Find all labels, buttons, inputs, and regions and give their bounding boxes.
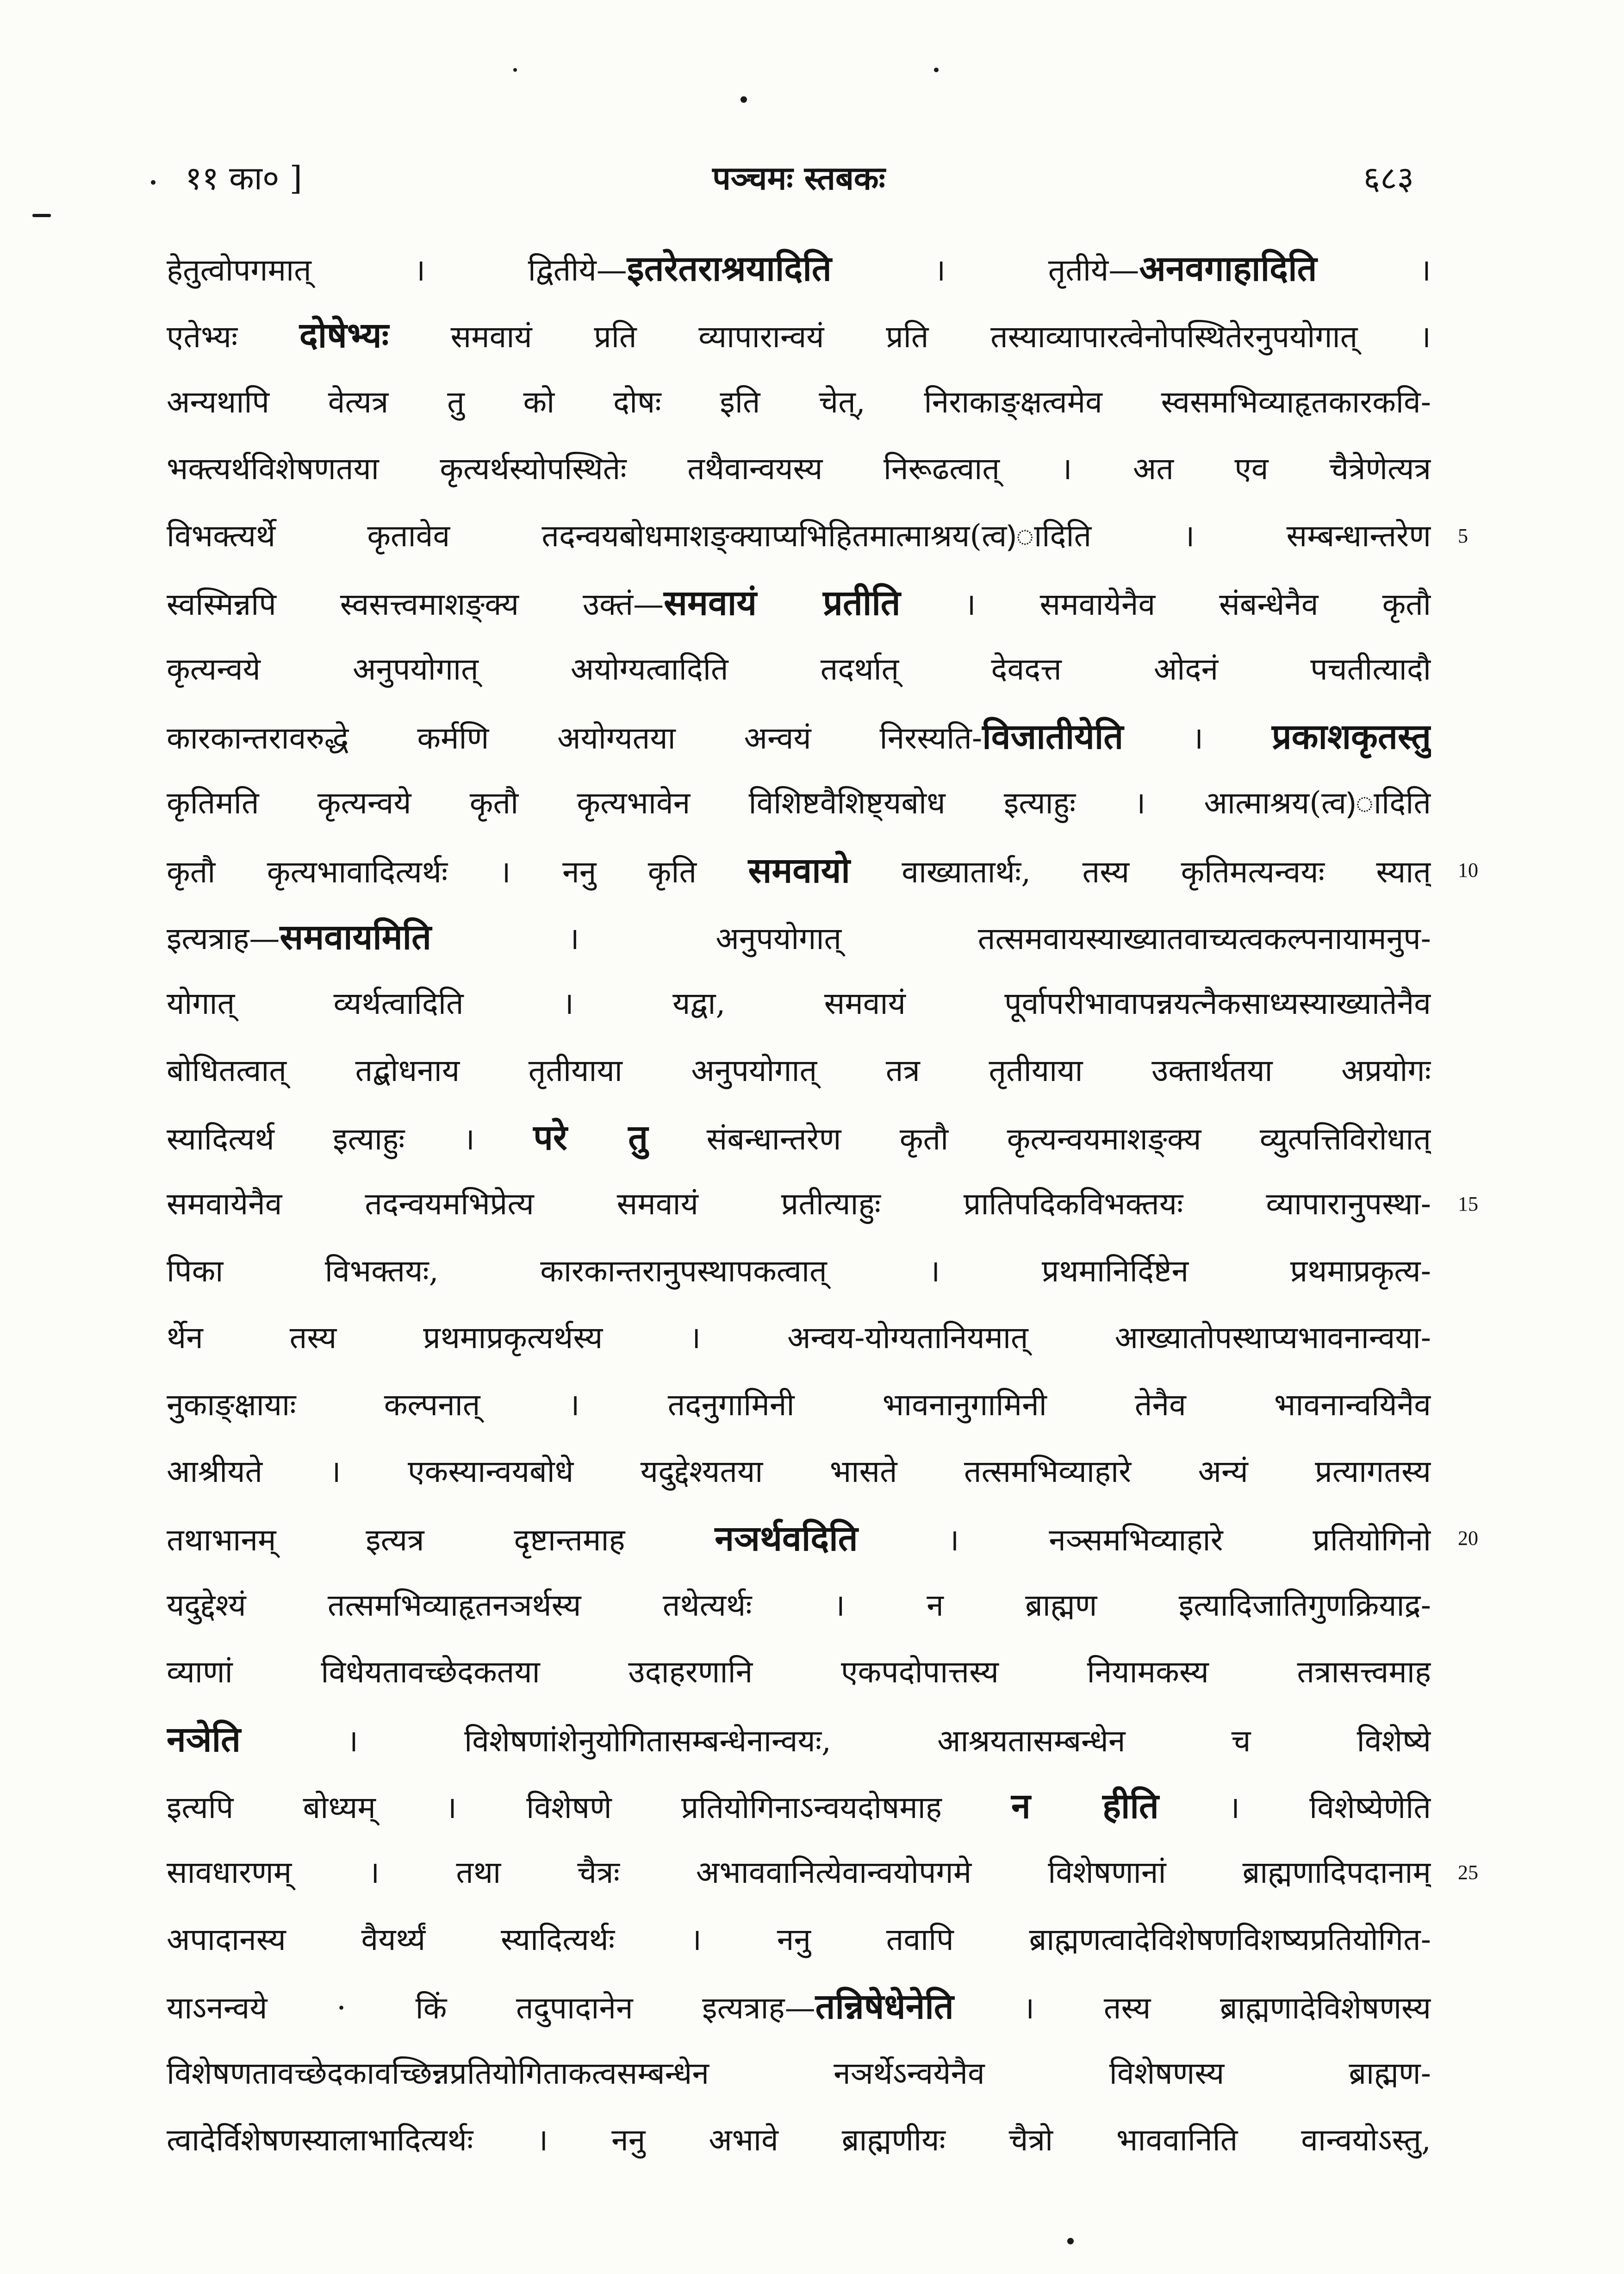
- line-number: 25: [1458, 1861, 1478, 1884]
- text-run: आश्रीयते । एकस्यान्वयबोधे यदुद्देश्यतया भासते तत्समभिव्याहारे अन्यं प्रत्यागतस्य: [167, 1454, 1431, 1490]
- text-line: [167, 235, 1431, 302]
- line-text: [167, 1973, 1431, 2040]
- text-run: कृत्यन्वये अनुपयोगात् अयोग्यत्वादिति तदर्थात् देवदत्त ओदनं पचतीत्यादौ: [167, 651, 1431, 687]
- line-text: [167, 904, 1431, 970]
- text-line: [167, 904, 1431, 970]
- text-run: अन्यथापि वेत्यत्र तु को दोषः इति चेत्, निराकाङ्क्षत्वमेव स्वसमभिव्याहृतकारकवि-: [167, 384, 1431, 420]
- text-line: [167, 302, 1431, 369]
- bold-term: दोषेभ्यः: [299, 314, 389, 356]
- scan-speck: [151, 180, 156, 185]
- text-line: [167, 703, 1431, 770]
- line-text: [167, 703, 1431, 770]
- text-run: ।: [1123, 720, 1272, 756]
- line-text: [167, 569, 1431, 636]
- chapter-title: पञ्चमः स्तबकः: [712, 159, 885, 197]
- line-number: 5: [1458, 524, 1468, 547]
- line-text: [167, 1305, 1431, 1371]
- bold-term: न हीति: [1011, 1785, 1159, 1826]
- line-text: [167, 235, 1431, 302]
- line-text: [167, 503, 1431, 569]
- line-number: 20: [1458, 1527, 1478, 1550]
- scan-speck: [740, 96, 747, 103]
- line-text: [167, 2107, 1431, 2174]
- bold-term: नञेति: [167, 1718, 241, 1760]
- text-run: पिका विभक्तयः, कारकान्तरानुपस्थापकत्वात् । प्रथमानिर्दिष्टेन प्रथमाप्रकृत्य-: [167, 1253, 1431, 1289]
- text-run: त्वादेर्विशेषणस्यालाभादित्यर्थः । ननु अभावे ब्राह्मणीयः चैत्रो भाववानिति वान्वयोऽस्तु,: [167, 2122, 1431, 2158]
- line-text: [167, 1104, 1431, 1171]
- text-run: सावधारणम् । तथा चैत्रः अभाववानित्येवान्वयोपगमे विशेषणानां ब्राह्मणादिपदानाम्: [167, 1855, 1431, 1891]
- scan-speck: [513, 68, 517, 72]
- text-run: नुकाङ्क्षायाः कल्पनात् । तदनुगामिनी भावनानुगामिनी तेनैव भावनान्वयिनैव: [167, 1387, 1431, 1423]
- text-run: । विशेषणांशेनुयोगितासम्बन्धेनान्वयः, आश्रयतासम्बन्धेन च विशेष्ये: [240, 1723, 1431, 1759]
- bold-term: समवायं प्रतीति: [664, 581, 901, 623]
- text-run: कारकान्तरावरुद्धे कर्मणि अयोग्यतया अन्वयं निरस्यति-: [167, 720, 983, 756]
- text-line: [167, 770, 1431, 837]
- text-line: [167, 1973, 1431, 2040]
- text-run: इत्यपि बोध्यम् । विशेषणे प्रतियोगिनाऽन्वयदोषमाह: [167, 1789, 1011, 1825]
- text-line: [167, 1305, 1431, 1371]
- text-line: [167, 569, 1431, 636]
- text-line: [167, 1238, 1431, 1305]
- bold-term: समवायो: [748, 849, 850, 891]
- text-run: ।: [1317, 252, 1431, 288]
- line-text: [167, 1572, 1431, 1639]
- text-line: [167, 2107, 1431, 2174]
- text-run: संबन्धान्तरेण कृतौ कृत्यन्वयमाशङ्क्य व्युत्पत्तिविरोधात्: [648, 1121, 1431, 1157]
- line-text: [167, 636, 1431, 703]
- line-text: [167, 1639, 1431, 1706]
- text-run: विशेषणतावच्छेदकावच्छिन्नप्रतियोगिताकत्वसम्बन्धेन नञर्थेऽन्वयेनैव विशेषणस्य ब्राह्मण-: [167, 2055, 1431, 2091]
- text-line: [167, 436, 1431, 502]
- bold-term: विजातीयेति: [982, 715, 1124, 757]
- text-line: [167, 636, 1431, 703]
- bold-term: समवायमिति: [280, 916, 432, 957]
- line-text: [167, 837, 1431, 904]
- text-line: [167, 1639, 1431, 1706]
- text-run: व्याणां विधेयतावच्छेदकतया उदाहरणानि एकपदोपात्तस्य नियामकस्य तत्रासत्त्वमाह: [167, 1654, 1431, 1690]
- text-run: अपादानस्य वैयर्थ्यं स्यादित्यर्थः । ननु तवापि ब्राह्मणत्वादेविशेषणविशष्यप्रतियोगित-: [167, 1921, 1431, 1957]
- text-run: कृतौ कृत्यभावादित्यर्थः । ननु कृति: [167, 854, 748, 890]
- text-run: समवायं प्रति व्यापारान्वयं प्रति तस्याव्यापारत्वेनोपस्थितेरनुपयोगात् ।: [388, 319, 1431, 355]
- scan-speck: [32, 214, 51, 217]
- line-text: [167, 970, 1431, 1037]
- line-text: [167, 1438, 1431, 1505]
- line-text: [167, 1238, 1431, 1305]
- scan-speck: [1067, 2238, 1074, 2244]
- line-text: [167, 770, 1431, 837]
- line-text: [167, 1773, 1431, 1839]
- text-run: । तृतीये—: [831, 252, 1139, 288]
- line-number: 15: [1458, 1193, 1478, 1216]
- text-run: यदुद्देश्यं तत्समभिव्याहृतनञर्थस्य तथेत्यर्थः । न ब्राह्मण इत्यादिजातिगुणक्रियाद्र-: [167, 1587, 1431, 1623]
- text-run: इत्यत्राह—: [167, 920, 280, 956]
- bold-term: नञर्थवदिति: [715, 1518, 858, 1559]
- line-text: [167, 1171, 1431, 1237]
- text-run: । विशेष्येणेति: [1158, 1789, 1431, 1825]
- text-run: । तस्य ब्राह्मणादेविशेषणस्य: [953, 1990, 1431, 2026]
- text-run: र्थेन तस्य प्रथमाप्रकृत्यर्थस्य । अन्वय-योग्यतानियमात् आख्यातोपस्थाप्यभावनान्वया-: [167, 1320, 1431, 1356]
- text-line: [167, 503, 1468, 569]
- text-line: [167, 1906, 1431, 1973]
- text-run: वाख्यातार्थः, तस्य कृतिमत्यन्वयः स्यात्: [850, 854, 1431, 890]
- text-run: कृतिमति कृत्यन्वये कृतौ कृत्यभावेन विशिष्टवैशिष्ट्यबोध इत्याहुः । आत्माश्रय(त्व)ादिति: [167, 785, 1431, 821]
- line-text: [167, 1372, 1431, 1438]
- line-text: [167, 1706, 1431, 1773]
- bold-term: प्रकाशकृतस्तु: [1271, 715, 1431, 757]
- text-line: [167, 1505, 1478, 1572]
- text-line: [167, 1037, 1431, 1104]
- text-run: समवायेनैव तदन्वयमभिप्रेत्य समवायं प्रतीत्याहुः प्रातिपदिकविभक्तयः व्यापारानुपस्था-: [167, 1186, 1431, 1222]
- line-text: [167, 436, 1431, 502]
- text-line: [167, 1572, 1431, 1639]
- text-run: स्वस्मिन्नपि स्वसत्त्वमाशङ्क्य उक्तं—: [167, 586, 664, 622]
- text-run: योगात् व्यर्थत्वादिति । यद्वा, समवायं पूर्वापरीभावापन्नयत्नैकसाध्यस्याख्यातेनैव: [167, 986, 1431, 1022]
- bold-term: इतरेतराश्रयादिति: [627, 248, 832, 289]
- page-body: [167, 235, 1478, 2174]
- text-line: [167, 1372, 1431, 1438]
- bold-term: परे तु: [533, 1117, 648, 1158]
- text-run: । समवायेनैव संबन्धेनैव कृतौ: [900, 586, 1431, 622]
- text-run: । नञ्समभिव्याहारे प्रतियोगिनो: [858, 1522, 1431, 1558]
- line-text: [167, 1505, 1431, 1572]
- section-reference: ११ का० ]: [185, 159, 302, 197]
- text-run: । अनुपयोगात् तत्समवायस्याख्यातवाच्यत्वकल्पनायामनुप-: [431, 920, 1431, 956]
- text-line: [167, 369, 1431, 436]
- text-line: [167, 1171, 1478, 1237]
- text-line: [167, 970, 1431, 1037]
- text-run: स्यादित्यर्थ इत्याहुः ।: [167, 1121, 534, 1157]
- line-text: [167, 2040, 1431, 2107]
- page-number: ६८३: [1363, 159, 1414, 197]
- text-run: बोधितत्वात् तद्बोधनाय तृतीयाया अनुपयोगात् तत्र तृतीयाया उक्तार्थतया अप्रयोगः: [167, 1052, 1431, 1088]
- text-line: [167, 1104, 1431, 1171]
- text-run: याऽनन्वये · किं तदुपादानेन इत्यत्राह—: [167, 1990, 815, 2026]
- text-run: भक्त्यर्थविशेषणतया कृत्यर्थस्योपस्थितेः तथैवान्वयस्य निरूढत्वात् । अत एव चैत्रेणेत्यत्र: [167, 451, 1431, 487]
- line-text: [167, 302, 1431, 369]
- bold-term: तन्निषेधेनेति: [815, 1986, 954, 2027]
- text-line: [167, 1773, 1431, 1839]
- text-line: [167, 1706, 1431, 1773]
- text-run: एतेभ्यः: [167, 319, 299, 355]
- text-run: हेतुत्वोपगमात् । द्वितीये—: [167, 252, 627, 288]
- text-run: तथाभानम् इत्यत्र दृष्टान्तमाह: [167, 1522, 715, 1558]
- line-text: [167, 1906, 1431, 1973]
- line-text: [167, 1037, 1431, 1104]
- text-line: [167, 837, 1478, 904]
- text-line: [167, 2040, 1431, 2107]
- text-run: विभक्त्यर्थे कृतावेव तदन्वयबोधमाशङ्क्याप्यभिहितमात्माश्रय(त्व)ादिति । सम्बन्धान्तरेण: [167, 518, 1431, 554]
- running-header: [167, 153, 1431, 204]
- scan-speck: [934, 68, 939, 72]
- text-line: [167, 1839, 1478, 1906]
- line-text: [167, 1839, 1431, 1906]
- bold-term: अनवगाहादिति: [1139, 248, 1317, 289]
- line-number: 10: [1458, 858, 1478, 881]
- text-line: [167, 1438, 1431, 1505]
- line-text: [167, 369, 1431, 436]
